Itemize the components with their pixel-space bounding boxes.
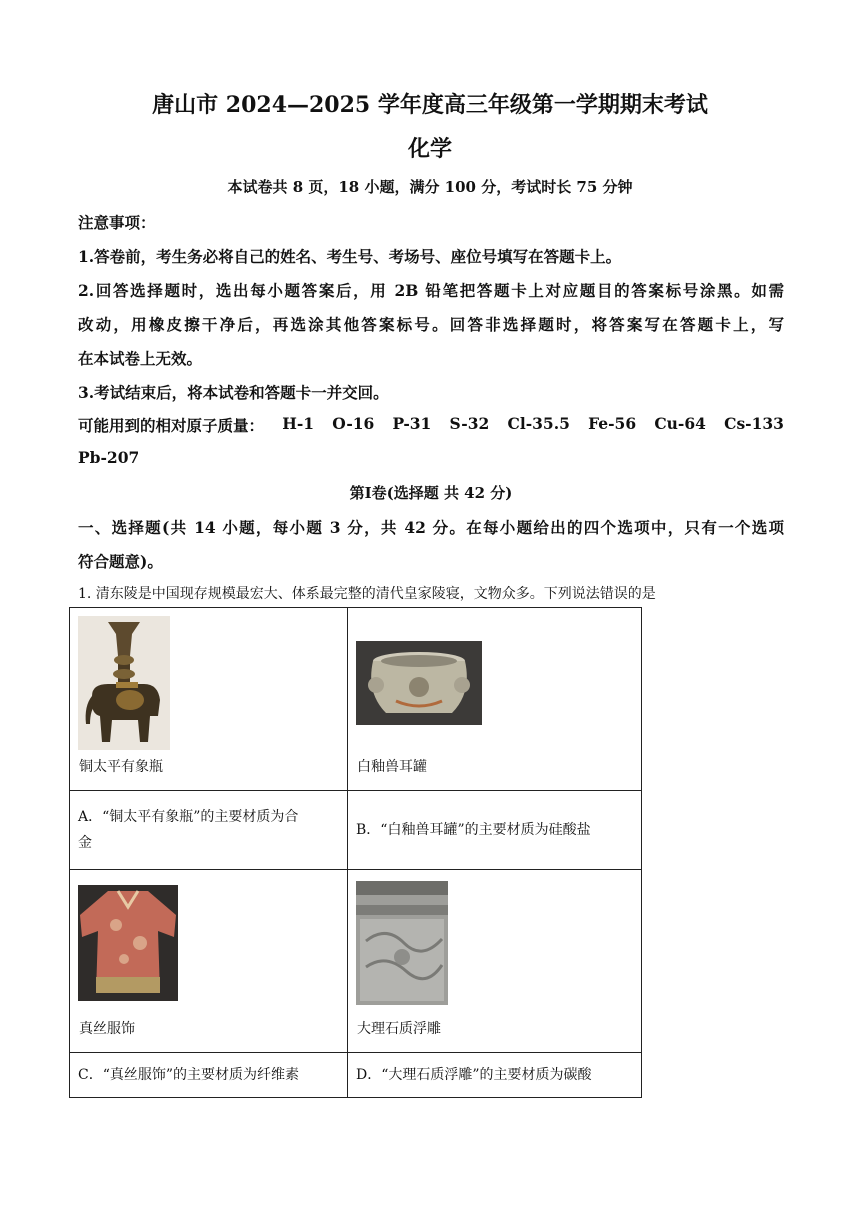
item-b-caption: 白釉兽耳罐 <box>357 759 427 775</box>
exam-info: 本试卷共 8 页，18 小题，满分 100 分，考试时长 75 分钟 <box>227 178 633 196</box>
atomic-mass-value: Cl-35.5 <box>507 414 570 433</box>
atomic-mass-value: Cu-64 <box>654 414 706 433</box>
question-1-options-table <box>69 607 642 1098</box>
item-a-caption: 铜太平有象瓶 <box>79 759 163 775</box>
option-b-cell <box>348 791 642 870</box>
bronze-elephant-vase-image <box>78 616 170 750</box>
atomic-mass-value: Fe-56 <box>588 414 637 433</box>
option-c-text: C．“真丝服饰”的主要材质为纤维素 <box>78 1067 300 1083</box>
silk-robe-image <box>78 885 178 1001</box>
notice-item-2-line-3: 在本试卷上无效。 <box>78 349 203 368</box>
question-1-stem: 1. 清东陵是中国现存规模最宏大、体系最完整的清代皇家陵寝，文物众多。下列说法错误的是 <box>78 586 656 602</box>
white-glaze-jar-image <box>356 641 482 725</box>
notice-item-2-line-1: 2.回答选择题时，选出每小题答案后，用 2B 铅笔把答题卡上对应题目的答案标号涂黑。如需 <box>78 281 784 300</box>
atomic-mass-value: O-16 <box>332 414 375 433</box>
atomic-mass-last: Pb-207 <box>78 448 140 467</box>
section-instructions-line-2: 符合题意)。 <box>78 552 163 571</box>
atomic-mass-label: 可能用到的相对原子质量： <box>78 416 265 435</box>
item-d-cell <box>348 870 642 1053</box>
exam-title: 唐山市 2024—2025 学年度高三年级第一学期期末考试 <box>152 92 708 118</box>
notice-heading: 注意事项： <box>78 213 156 232</box>
atomic-mass-value: Cs-133 <box>724 414 784 433</box>
item-a-cell <box>70 608 348 791</box>
option-a-cell <box>70 791 348 870</box>
item-c-cell <box>70 870 348 1053</box>
section-instructions-line-1: 一、选择题(共 14 小题，每小题 3 分，共 42 分。在每小题给出的四个选项中，只有一个选项 <box>78 518 784 537</box>
option-a-text-continued: 金 <box>78 835 92 851</box>
notice-item-1: 1.答卷前，考生务必将自己的姓名、考生号、考场号、座位号填写在答题卡上。 <box>78 247 622 266</box>
option-d-text: D．“大理石质浮雕”的主要材质为碳酸 <box>356 1067 592 1083</box>
atomic-mass-row <box>78 414 784 436</box>
option-d-cell <box>348 1053 642 1098</box>
item-d-caption: 大理石质浮雕 <box>357 1021 441 1037</box>
atomic-mass-value: H-1 <box>282 414 315 433</box>
atomic-mass-value: S-32 <box>449 414 490 433</box>
section-title: 第Ⅰ卷(选择题 共 42 分) <box>349 484 513 502</box>
atomic-mass-value: P-31 <box>392 414 432 433</box>
option-c-cell <box>70 1053 348 1098</box>
marble-relief-image <box>356 881 448 1005</box>
notice-item-3: 3.考试结束后，将本试卷和答题卡一并交回。 <box>78 383 389 402</box>
subject-title: 化学 <box>407 136 452 162</box>
option-b-text: B．“白釉兽耳罐”的主要材质为硅酸盐 <box>356 822 591 838</box>
notice-item-2-line-2: 改动，用橡皮擦干净后，再选涂其他答案标号。回答非选择题时，将答案写在答题卡上，写 <box>78 315 784 334</box>
option-a-text: A．“铜太平有象瓶”的主要材质为合 <box>78 809 299 825</box>
item-b-cell <box>348 608 642 791</box>
item-c-caption: 真丝服饰 <box>79 1021 135 1037</box>
